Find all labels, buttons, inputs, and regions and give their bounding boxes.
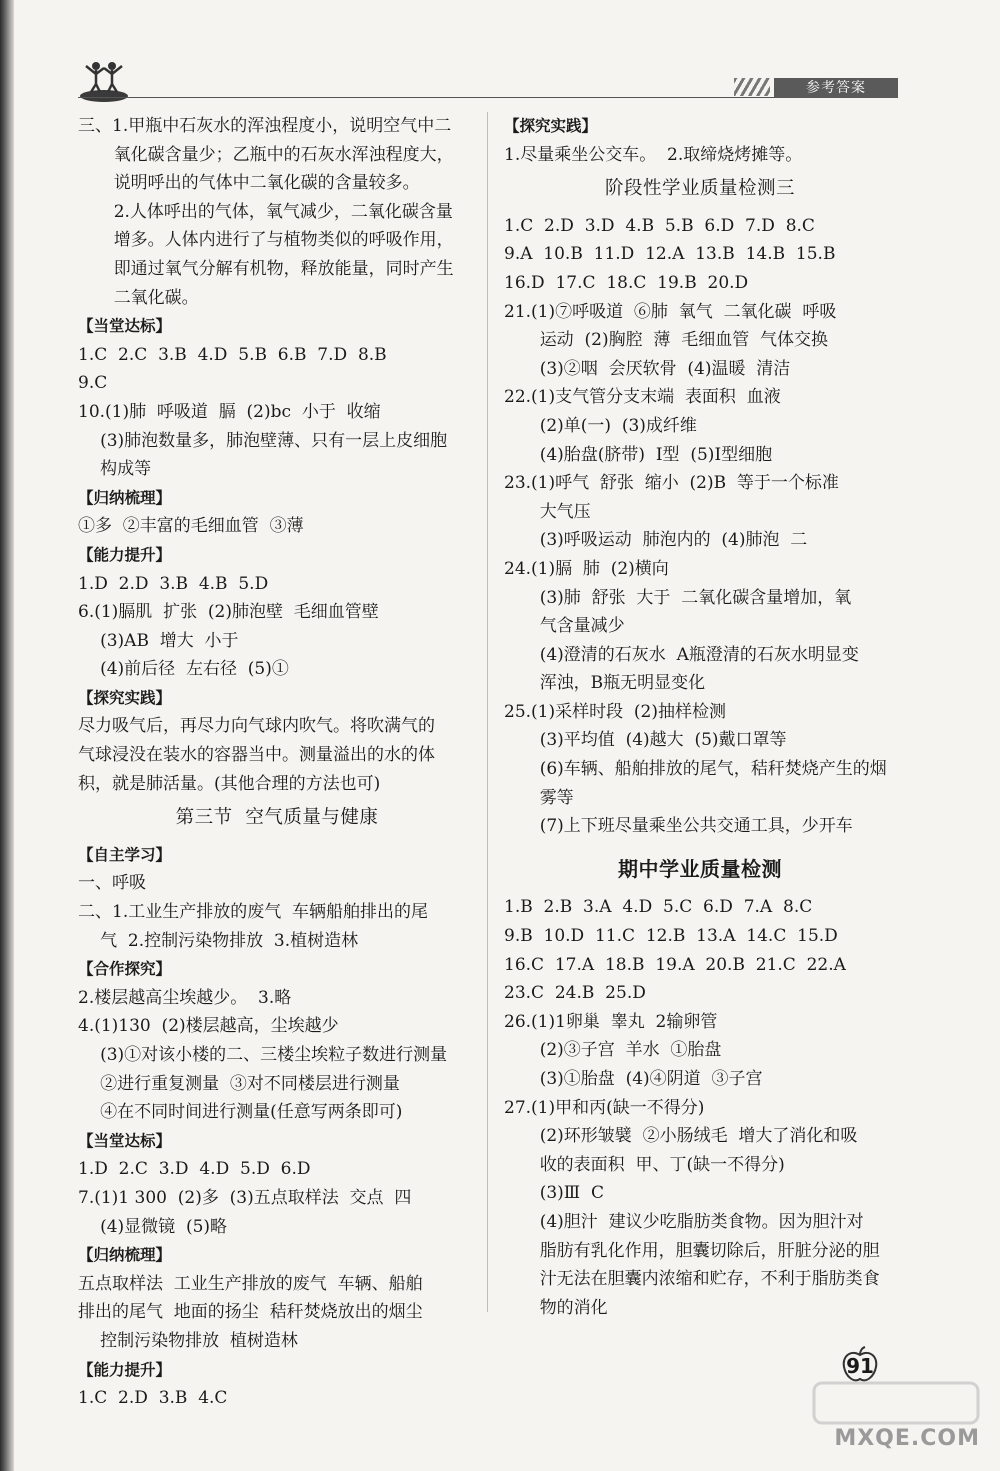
left-answer-line: 6.(1)膈肌 扩张 (2)肺泡壁 毛细血管壁 (78, 602, 379, 623)
right-answer-line: 1.B 2.B 3.A 4.D 5.C 6.D 7.A 8.C (504, 897, 813, 918)
left-answer-line: (4)前后径 左右径 (5)① (100, 659, 289, 680)
header-stripes (734, 78, 770, 96)
left-answer-line: 一、呼吸 (78, 873, 146, 894)
right-answer-line: 汁无法在胆囊内浓缩和贮存，不利于脂肪类食 (539, 1269, 880, 1290)
left-answer-line: 2.人体呼出的气体，氧气减少，二氧化碳含量 (113, 201, 453, 222)
left-answer-line: ①多 ②丰富的毛细血管 ③薄 (78, 516, 304, 537)
left-answer-line: 构成等 (100, 459, 152, 480)
right-answer-column (504, 112, 896, 1322)
column-divider (487, 112, 488, 1312)
right-answer-line: (3)②咽 会厌软骨 (4)温暖 清洁 (539, 358, 791, 379)
right-answer-line: 物的消化 (539, 1297, 608, 1318)
section-label: 【探究实践】 (504, 117, 598, 135)
left-answer-line: 气球浸没在装水的容器当中。测量溢出的水的体 (78, 745, 435, 766)
section-label: 【归纳梳理】 (78, 488, 172, 507)
left-answer-line: 1.D 2.D 3.B 4.B 5.D (78, 573, 269, 594)
left-answer-line: 三、1.甲瓶中石灰水的浑浊程度小，说明空气中二 (78, 116, 452, 136)
left-answer-line: (3)①对该小楼的二、三楼尘埃粒子数进行测量 (100, 1045, 448, 1065)
right-answer-line: 1.C 2.D 3.D 4.B 5.B 6.D 7.D 8.C (504, 215, 815, 236)
left-answer-line: 1.C 2.D 3.B 4.C (78, 1388, 228, 1409)
left-answer-line: 增多。人体内进行了与植物类似的呼吸作用， (113, 230, 454, 251)
section-title: 阶段性学业质量检测三 (604, 178, 795, 200)
left-answer-line: 1.C 2.C 3.B 4.D 5.B 6.B 7.D 8.B (78, 344, 387, 365)
right-answer-line: (7)上下班尽量乘坐公共交通工具，少开车 (539, 816, 853, 837)
right-answer-line: (4)胎盘(脐带) Ⅰ型 (5)Ⅰ型细胞 (539, 444, 773, 465)
right-answer-line: (2)单(一) (3)成纤维 (539, 415, 697, 436)
right-answer-line: (3)呼吸运动 肺泡内的 (4)肺泡 二 (539, 530, 808, 551)
right-answer-line: (3)Ⅲ C (539, 1183, 604, 1204)
section-label: 【合作探究】 (78, 960, 172, 979)
right-answer-line: (3)平均值 (4)越大 (5)戴口罩等 (539, 730, 787, 751)
left-answer-line: (4)显微镜 (5)略 (100, 1216, 228, 1237)
right-answer-line: 23.C 24.B 25.D (504, 983, 646, 1004)
page-number: 91 (846, 1354, 874, 1378)
section-label: 【能力提升】 (78, 545, 172, 564)
left-answer-line: 4.(1)130 (2)楼层越高，尘埃越少 (78, 1016, 339, 1037)
right-answer-line: 1.尽量乘坐公交车。 2.取缔烧烤摊等。 (504, 144, 803, 165)
left-answer-line: 尽力吸气后，再尽力向气球内吹气。将吹满气的 (78, 716, 435, 737)
right-answer-line: 26.(1)1卵巢 睾丸 2输卵管 (504, 1011, 718, 1032)
right-answer-line: (6)车辆、船舶排放的尾气，秸秆焚烧产生的烟 (539, 759, 887, 780)
left-answer-line: 排出的尾气 地面的扬尘 秸秆焚烧放出的烟尘 (78, 1302, 423, 1323)
right-answer-line: (3)肺 舒张 大于 二氧化碳含量增加，氧 (539, 587, 852, 608)
left-answer-line: 说明呼出的气体中二氧化碳的含量较多。 (113, 173, 420, 194)
section-label: 【探究实践】 (78, 688, 172, 707)
book-spine-shadow (0, 0, 14, 1471)
page-header (78, 50, 898, 110)
right-answer-line: 气含量减少 (539, 616, 625, 637)
right-answer-line: (2)环形皱襞 ②小肠绒毛 增大了消化和吸 (539, 1126, 858, 1147)
right-answer-line: 脂肪有乳化作用，胆囊切除后，肝脏分泌的胆 (539, 1240, 880, 1261)
right-answer-line: 21.(1)⑦呼吸道 ⑥肺 氧气 二氧化碳 呼吸 (504, 301, 837, 322)
right-answer-line: 9.A 10.B 11.D 12.A 13.B 14.B 15.B (504, 244, 836, 265)
left-answer-line: 二氧化碳。 (113, 287, 199, 308)
section-label: 【能力提升】 (78, 1360, 172, 1379)
left-answer-line: 2.楼层越高尘埃越少。 3.略 (78, 987, 292, 1008)
right-answer-line: 22.(1)支气管分支末端 表面积 血液 (504, 387, 781, 408)
right-answer-line: 9.B 10.D 11.C 12.B 13.A 14.C 15.D (504, 926, 838, 947)
right-answer-line: 运动 (2)胸腔 薄 毛细血管 气体交换 (539, 330, 828, 351)
left-answer-line: (3)AB 增大 小于 (100, 630, 239, 651)
answer-key-badge: 参考答案 (774, 78, 898, 98)
right-answer-line: 收的表面积 甲、丁(缺一不得分) (539, 1154, 785, 1175)
right-answer-line: (4)胆汁 建议少吃脂肪类食物。因为胆汁对 (539, 1211, 864, 1232)
left-answer-line: 控制污染物排放 植树造林 (100, 1330, 298, 1351)
section-label: 【自主学习】 (78, 845, 172, 864)
right-answer-line: (4)澄清的石灰水 A瓶澄清的石灰水明显变 (539, 644, 859, 665)
section-label: 【当堂达标】 (78, 1131, 172, 1150)
section-label: 【当堂达标】 (78, 317, 172, 336)
left-answer-line: 积，就是肺活量。(其他合理的方法也可) (78, 773, 381, 794)
left-answer-line: ④在不同时间进行测量(任意写两条即可) (100, 1102, 403, 1123)
left-answer-line: 7.(1)1 300 (2)多 (3)五点取样法 交点 四 (78, 1187, 412, 1208)
watermark-site: MXQE.COM (834, 1426, 980, 1451)
left-answer-column (78, 112, 476, 1413)
left-answer-line: 9.C (78, 373, 108, 394)
right-answer-line: 大气压 (539, 501, 591, 522)
right-answer-line: (3)①胎盘 (4)④阴道 ③子宫 (539, 1069, 763, 1089)
left-answer-line: 氧化碳含量少；乙瓶中的石灰水浑浊程度大， (113, 144, 454, 165)
left-answer-line: 二、1.工业生产排放的废气 车辆船舶排出的尾 (78, 902, 429, 923)
right-answer-line: 16.C 17.A 18.B 19.A 20.B 21.C 22.A (504, 954, 846, 975)
left-answer-line: 五点取样法 工业生产排放的废气 车辆、船舶 (78, 1273, 423, 1294)
left-answer-line: 气 2.控制污染物排放 3.植树造林 (100, 930, 359, 951)
right-answer-line: 25.(1)采样时段 (2)抽样检测 (504, 701, 727, 722)
left-answer-line: (3)肺泡数量多，肺泡壁薄、只有一层上皮细胞 (100, 430, 448, 451)
left-answer-line: 1.D 2.C 3.D 4.D 5.D 6.D (78, 1159, 311, 1180)
section-label: 【归纳梳理】 (78, 1246, 172, 1265)
section-title: 期中学业质量检测 (618, 856, 782, 881)
right-answer-line: 16.D 17.C 18.C 19.B 20.D (504, 272, 749, 293)
right-answer-line: 雾等 (539, 787, 574, 808)
right-answer-line: 27.(1)甲和丙(缺一不得分) (504, 1097, 705, 1118)
right-answer-line: (2)③子宫 羊水 ①胎盘 (539, 1040, 722, 1061)
right-answer-line: 24.(1)膈 肺 (2)横向 (504, 558, 669, 579)
left-answer-line: 10.(1)肺 呼吸道 膈 (2)bc 小于 收缩 (78, 401, 381, 422)
right-answer-line: 23.(1)呼气 舒张 缩小 (2)B 等于一个标准 (504, 473, 839, 494)
left-answer-line: ②进行重复测量 ③对不同楼层进行测量 (100, 1073, 400, 1094)
right-answer-line: 浑浊，B瓶无明显变化 (539, 673, 706, 694)
left-answer-line: 即通过氧气分解有机物，释放能量，同时产生 (113, 258, 454, 279)
section-title: 第三节 空气质量与健康 (175, 807, 379, 829)
